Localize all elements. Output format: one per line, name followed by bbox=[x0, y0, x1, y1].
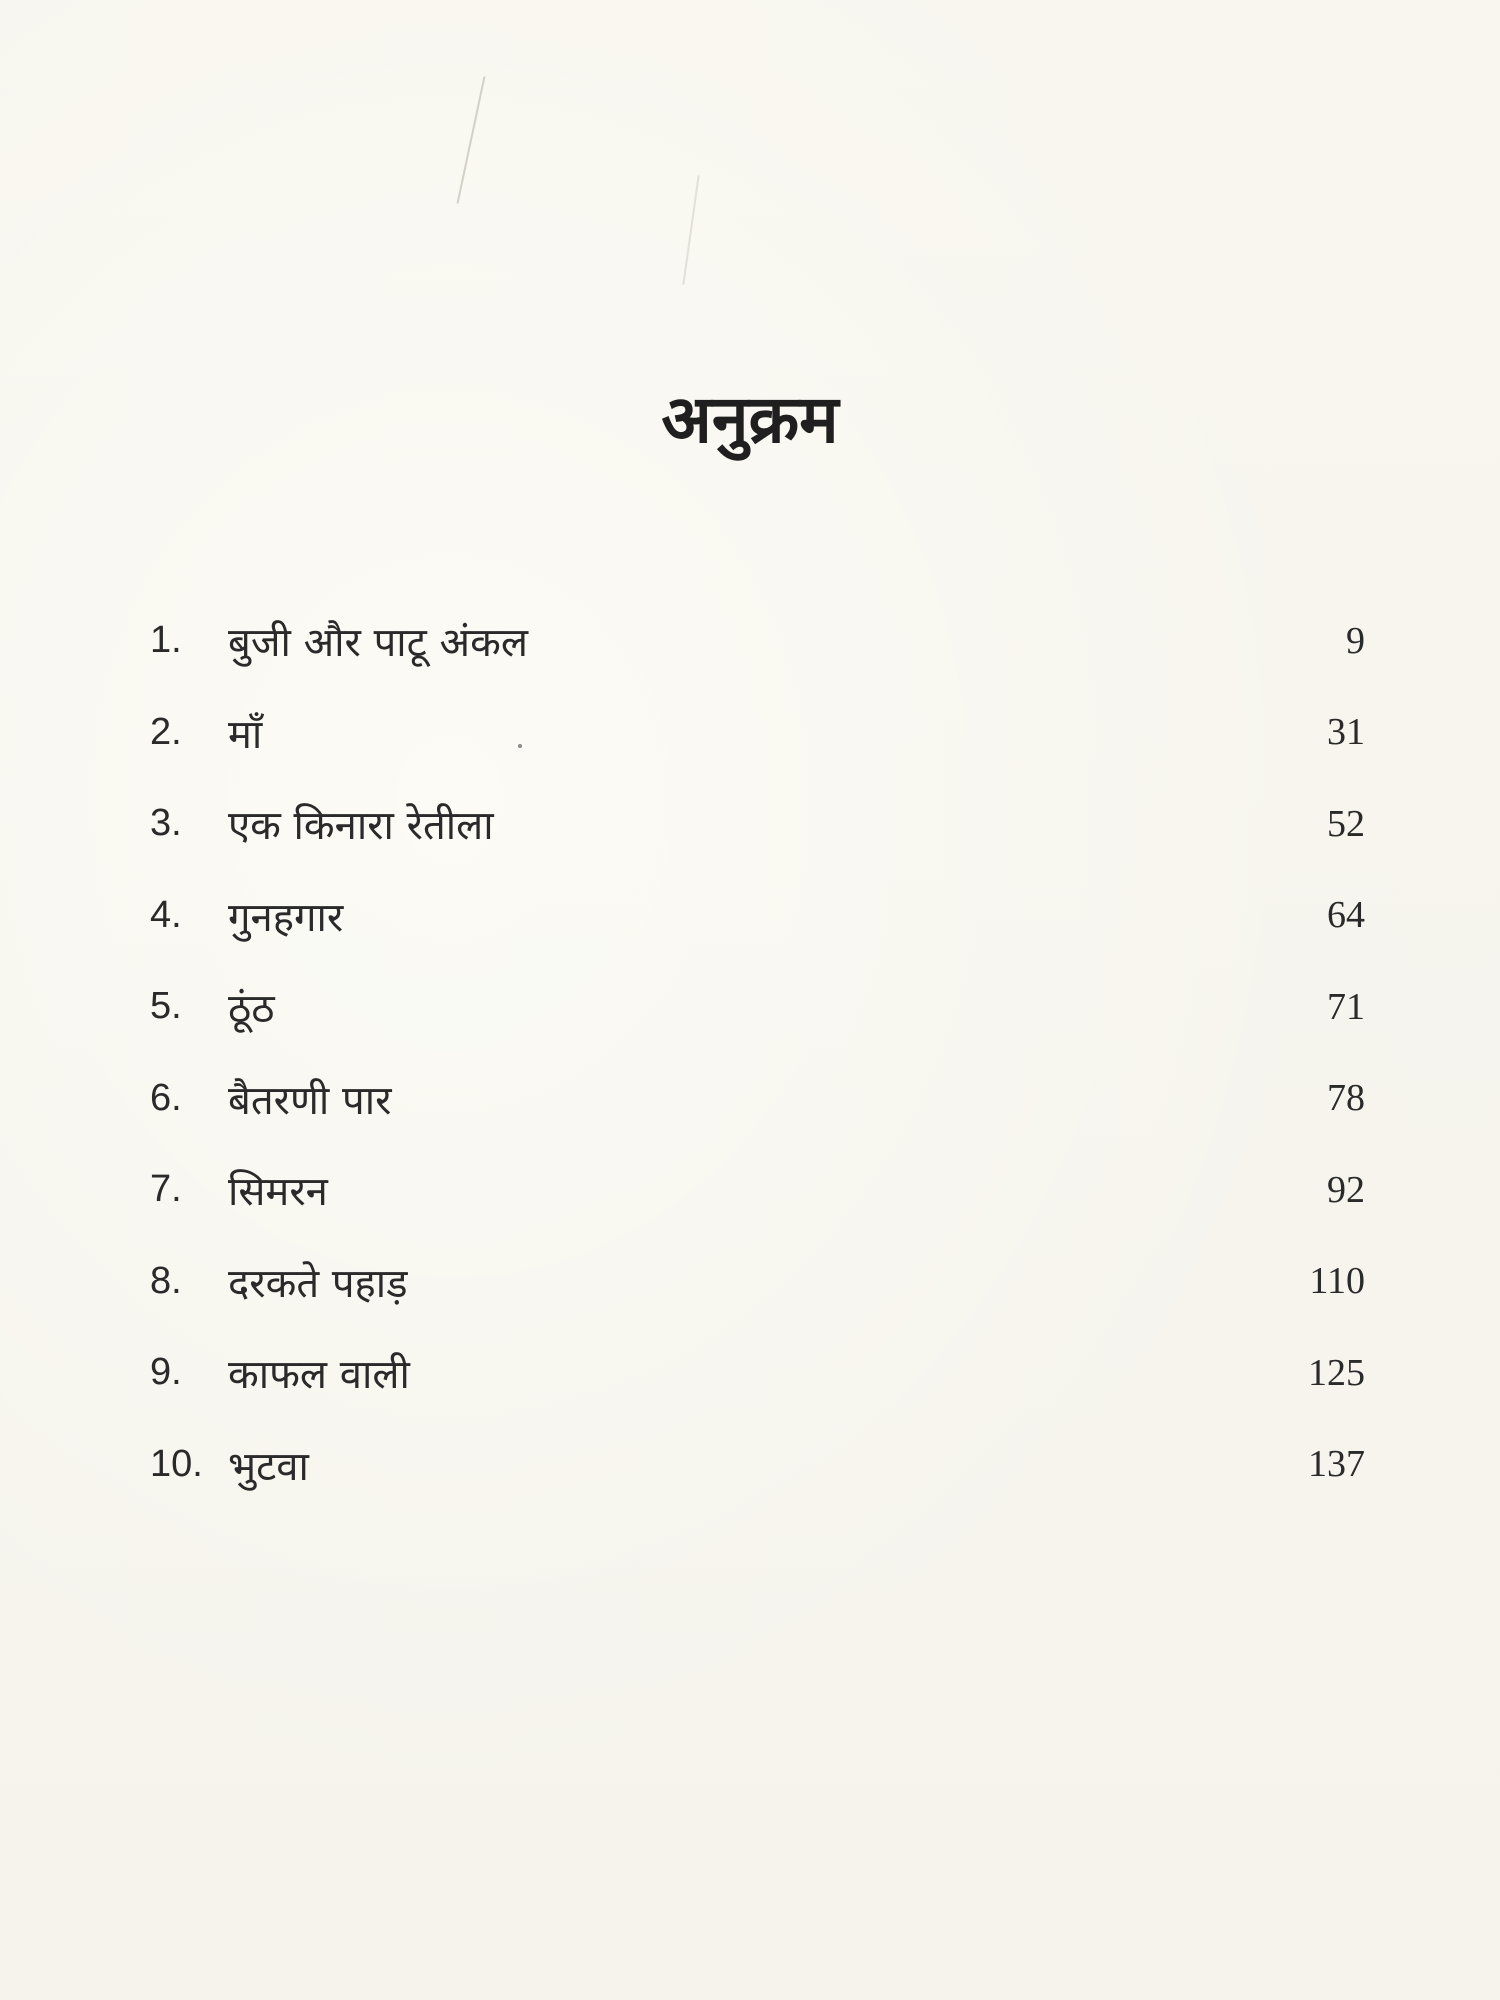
entry-page-number: 71 bbox=[1327, 985, 1365, 1028]
entry-page-number: 31 bbox=[1327, 711, 1365, 754]
entry-number: 3. bbox=[150, 802, 182, 845]
entry-page-number: 92 bbox=[1327, 1168, 1365, 1211]
toc-entry bbox=[150, 687, 1365, 779]
entry-title: बैतरणी पार bbox=[228, 1077, 392, 1124]
toc-entry bbox=[150, 961, 1365, 1053]
entry-page-number: 78 bbox=[1327, 1077, 1365, 1120]
entry-page-number: 125 bbox=[1308, 1351, 1365, 1394]
entry-title: गुनहगार bbox=[228, 894, 344, 941]
table-of-contents bbox=[150, 595, 1365, 1510]
toc-entry bbox=[150, 595, 1365, 687]
entry-page-number: 64 bbox=[1327, 894, 1365, 937]
entry-title: काफल वाली bbox=[228, 1352, 410, 1399]
paper-mark bbox=[457, 76, 486, 204]
entry-title: ठूंठ bbox=[228, 986, 275, 1033]
entry-title: माँ bbox=[228, 711, 263, 758]
entry-number: 7. bbox=[150, 1168, 182, 1211]
paper-mark bbox=[682, 175, 699, 284]
toc-entry bbox=[150, 1419, 1365, 1511]
toc-entry bbox=[150, 1327, 1365, 1419]
toc-entry bbox=[150, 778, 1365, 870]
entry-title: एक किनारा रेतीला bbox=[228, 803, 494, 850]
entry-page-number: 9 bbox=[1346, 619, 1365, 662]
entry-number: 5. bbox=[150, 985, 182, 1028]
entry-title: दरकते पहाड़ bbox=[228, 1260, 408, 1307]
entry-page-number: 52 bbox=[1327, 802, 1365, 845]
page-title: अनुक्रम bbox=[661, 381, 839, 458]
entry-number: 8. bbox=[150, 1259, 182, 1302]
toc-entry bbox=[150, 1144, 1365, 1236]
entry-title: भुटवा bbox=[228, 1443, 309, 1490]
entry-page-number: 110 bbox=[1309, 1260, 1365, 1303]
toc-entry bbox=[150, 1053, 1365, 1145]
entry-number: 2. bbox=[150, 710, 182, 753]
entry-title: सिमरन bbox=[228, 1169, 328, 1216]
entry-number: 1. bbox=[150, 619, 182, 662]
entry-number: 10. bbox=[150, 1442, 203, 1485]
entry-title: बुजी और पाटू अंकल bbox=[228, 620, 528, 667]
entry-number: 4. bbox=[150, 893, 182, 936]
entry-page-number: 137 bbox=[1308, 1443, 1365, 1486]
toc-entry bbox=[150, 1236, 1365, 1328]
entry-number: 9. bbox=[150, 1351, 182, 1394]
entry-number: 6. bbox=[150, 1076, 182, 1119]
toc-entry bbox=[150, 870, 1365, 962]
